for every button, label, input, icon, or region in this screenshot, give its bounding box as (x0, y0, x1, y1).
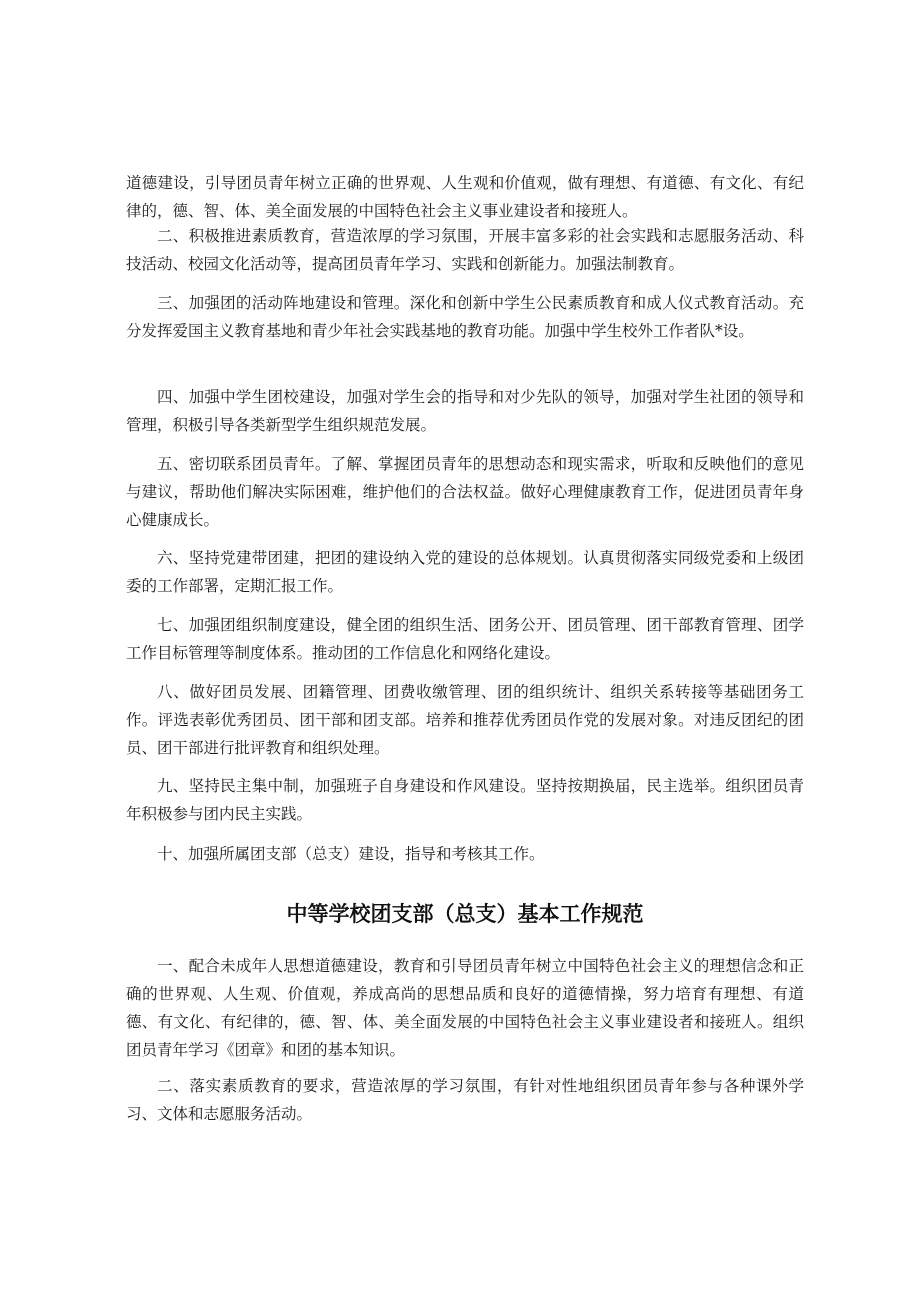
paragraph-item-4: 四、加强中学生团校建设，加强对学生会的指导和对少先队的领导，加强对学生社团的领导和管理，积极引导各类新型学生组织规范发展。 (126, 388, 804, 434)
paragraph-item-6: 六、坚持党建带团建，把团的建设纳入党的建设的总体规划。认真贯彻落实同级党委和上级团委的工作部署，定期汇报工作。 (126, 549, 804, 595)
paragraph-section-item-1: 一、配合未成年人思想道德建设，教育和引导团员青年树立中国特色社会主义的理想信念和正确的世界观、人生观、价值观，养成高尚的思想品质和良好的道德情操，努力培育有理想、有道德、有文化、有纪律的，德、智、体、美全面发展的中国特色社会主义事业建设者和接班人。组织团员青年学习《团章》和团的基本知识。 (126, 957, 804, 1059)
paragraph-item-7: 七、加强团组织制度建设，健全团的组织生活、团务公开、团员管理、团干部教育管理、团学工作目标管理等制度体系。推动团的工作信息化和网络化建设。 (126, 616, 804, 662)
section-heading: 中等学校团支部（总支）基本工作规范 (286, 902, 644, 926)
paragraph-item-3: 三、加强团的活动阵地建设和管理。深化和创新中学生公民素质教育和成人仪式教育活动。充分发挥爱国主义教育基地和青少年社会实践基地的教育功能。加强中学生校外工作者队*设。 (126, 294, 804, 340)
paragraph-item-5: 五、密切联系团员青年。了解、掌握团员青年的思想动态和现实需求，听取和反映他们的意见与建议，帮助他们解决实际困难，维护他们的合法权益。做好心理健康教育工作，促进团员青年身心健康成长。 (126, 455, 804, 529)
paragraph-item-9: 九、坚持民主集中制，加强班子自身建设和作风建设。坚持按期换届，民主选举。组织团员青年积极参与团内民主实践。 (126, 777, 804, 823)
paragraph-item-10: 十、加强所属团支部（总支）建设，指导和考核其工作。 (157, 845, 545, 863)
paragraph-continuation: 道德建设，引导团员青年树立正确的世界观、人生观和价值观，做有理想、有道德、有文化、有纪律的，德、智、体、美全面发展的中国特色社会主义事业建设者和接班人。 (126, 174, 804, 220)
paragraph-item-8: 八、做好团员发展、团籍管理、团费收缴管理、团的组织统计、组织关系转接等基础团务工作。评选表彰优秀团员、团干部和团支部。培养和推荐优秀团员作党的发展对象。对违反团纪的团员、团干部进行批评教育和组织处理。 (126, 683, 804, 757)
paragraph-section-item-2: 二、落实素质教育的要求，营造浓厚的学习氛围，有针对性地组织团员青年参与各种课外学习、文体和志愿服务活动。 (126, 1077, 804, 1123)
paragraph-item-2: 二、积极推进素质教育，营造浓厚的学习氛围，开展丰富多彩的社会实践和志愿服务活动、科技活动、校园文化活动等，提高团员青年学习、实践和创新能力。加强法制教育。 (126, 227, 804, 273)
